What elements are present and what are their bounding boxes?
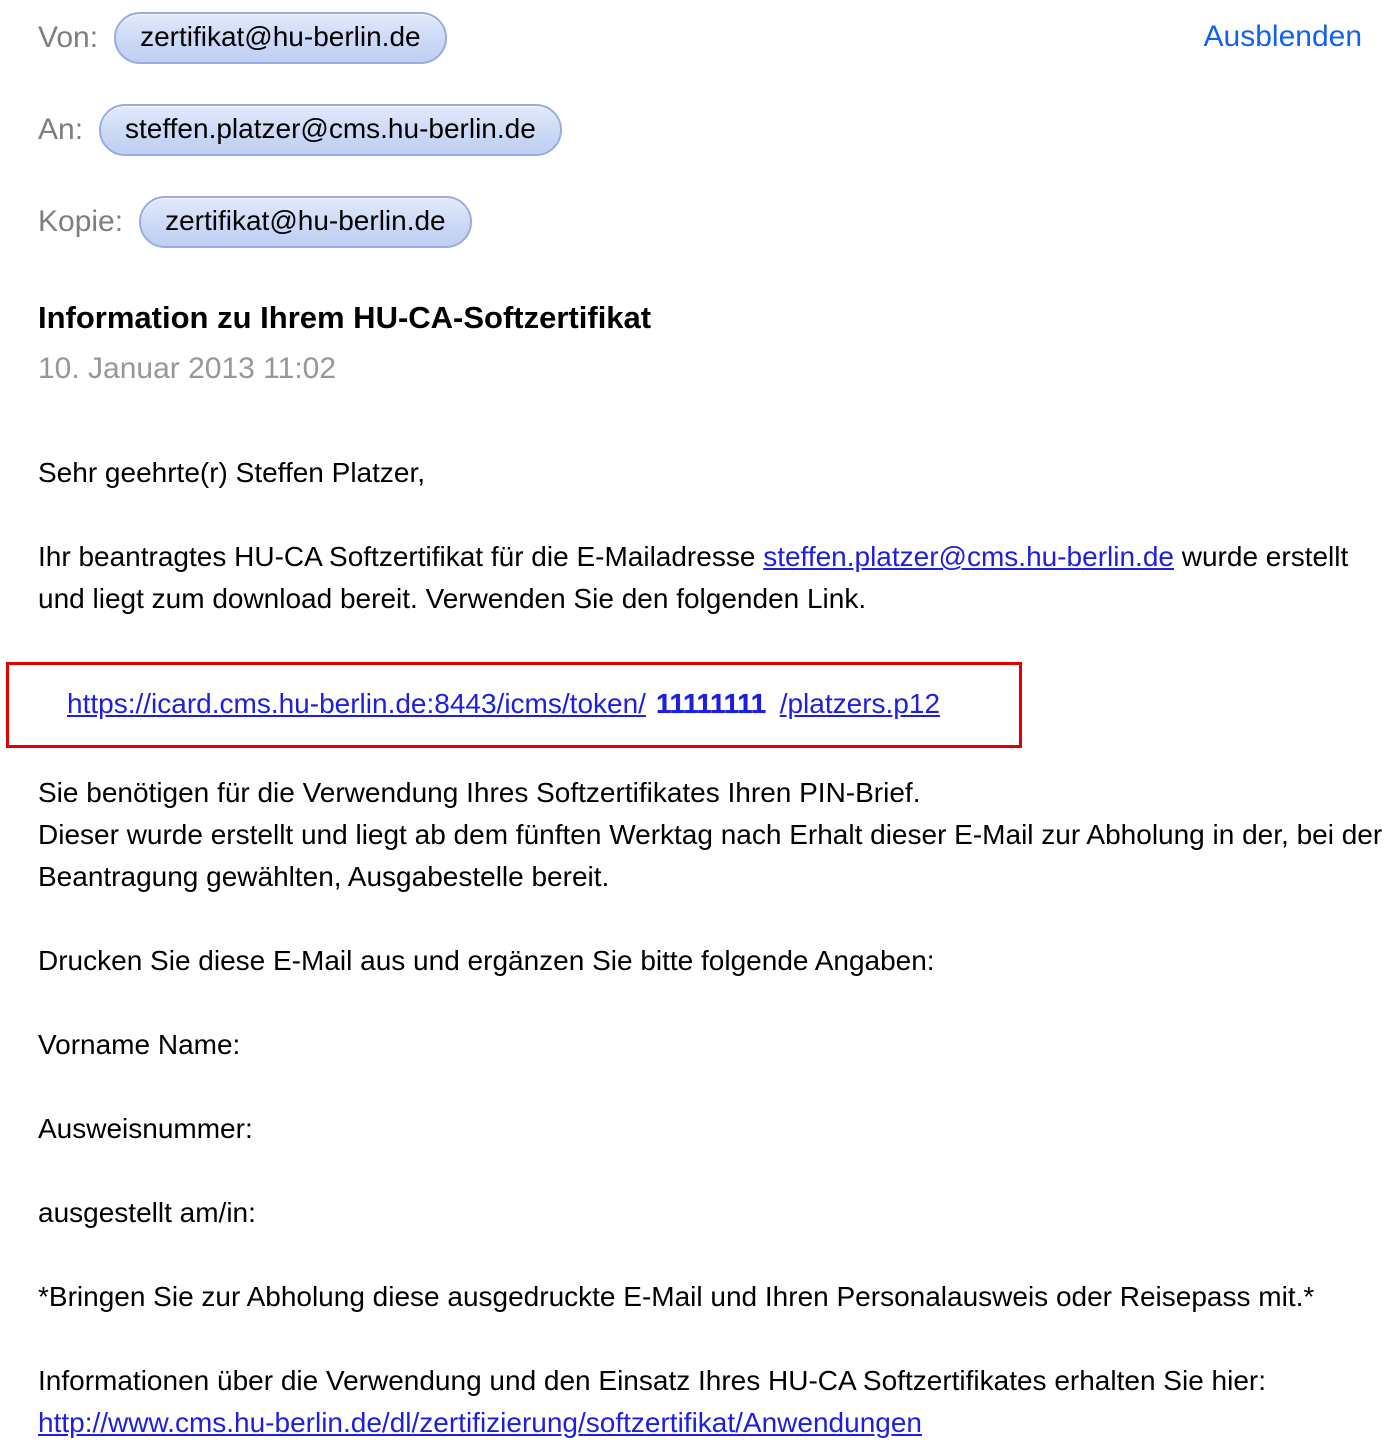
date-line: 10. Januar 2013 11:02 [38, 352, 337, 385]
form-field-name: Vorname Name: [38, 1029, 241, 1060]
email-body [38, 452, 1386, 1444]
bring-note: *Bringen Sie zur Abholung diese ausgedruckte E-Mail und Ihren Personalausweis oder Reisepass mit.* [38, 1281, 1315, 1312]
email-header [38, 12, 1398, 248]
info-link[interactable]: http://www.cms.hu-berlin.de/dl/zertifizierung/softzertifikat/Anwendungen [38, 1407, 922, 1438]
print-note: Drucken Sie diese E-Mail aus und ergänzen Sie bitte folgende Angaben: [38, 945, 935, 976]
pin-line-1: Sie benötigen für die Verwendung Ihres Softzertifikates Ihren PIN-Brief. [38, 777, 921, 808]
recipient-email-link[interactable]: steffen.platzer@cms.hu-berlin.de [763, 541, 1174, 572]
certificate-download-link[interactable] [67, 688, 940, 719]
pin-line-2: Dieser wurde erstellt und liegt ab dem fünften Werktag nach Erhalt dieser E-Mail zur Abholung in der, bei der Beantragung gewählten, Ausgabestelle bereit. [38, 819, 1383, 892]
greeting-text: Sehr geehrte(r) Steffen Platzer, [38, 457, 426, 488]
intro-text-after: wurde erstellt und liegt zum download bereit. Verwenden Sie den folgenden Link. [38, 541, 1349, 614]
form-field-id-number: Ausweisnummer: [38, 1113, 253, 1144]
to-label: An: [38, 113, 84, 146]
cc-row [38, 196, 1398, 248]
subject-line: Information zu Ihrem HU-CA-Softzertifikat [38, 300, 652, 335]
to-address-pill[interactable]: steffen.platzer@cms.hu-berlin.de [99, 104, 562, 156]
info-text: Informationen über die Verwendung und den Einsatz Ihres HU-CA Softzertifikates erhalten Sie hier: [38, 1365, 1267, 1396]
pin-paragraph [38, 772, 1386, 898]
redaction-highlight-box [6, 662, 1022, 748]
info-paragraph [38, 1360, 1386, 1444]
intro-text-before: Ihr beantragtes HU-CA Softzertifikat für die E-Mailadresse [38, 541, 756, 572]
download-url-suffix: /platzers.p12 [779, 688, 941, 719]
from-address-pill[interactable]: zertifikat@hu-berlin.de [114, 12, 447, 64]
to-row [38, 104, 1398, 156]
from-row [38, 12, 1398, 64]
cc-address-pill[interactable]: zertifikat@hu-berlin.de [139, 196, 472, 248]
cc-label: Kopie: [38, 205, 124, 238]
form-field-issued-at: ausgestellt am/in: [38, 1197, 256, 1228]
from-label: Von: [38, 21, 99, 54]
hide-details-link[interactable]: Ausblenden [1203, 20, 1362, 53]
download-url-prefix: https://icard.cms.hu-berlin.de:8443/icms/token/ [67, 688, 646, 719]
redacted-token: 11111111 [655, 688, 766, 719]
intro-paragraph [38, 536, 1386, 620]
